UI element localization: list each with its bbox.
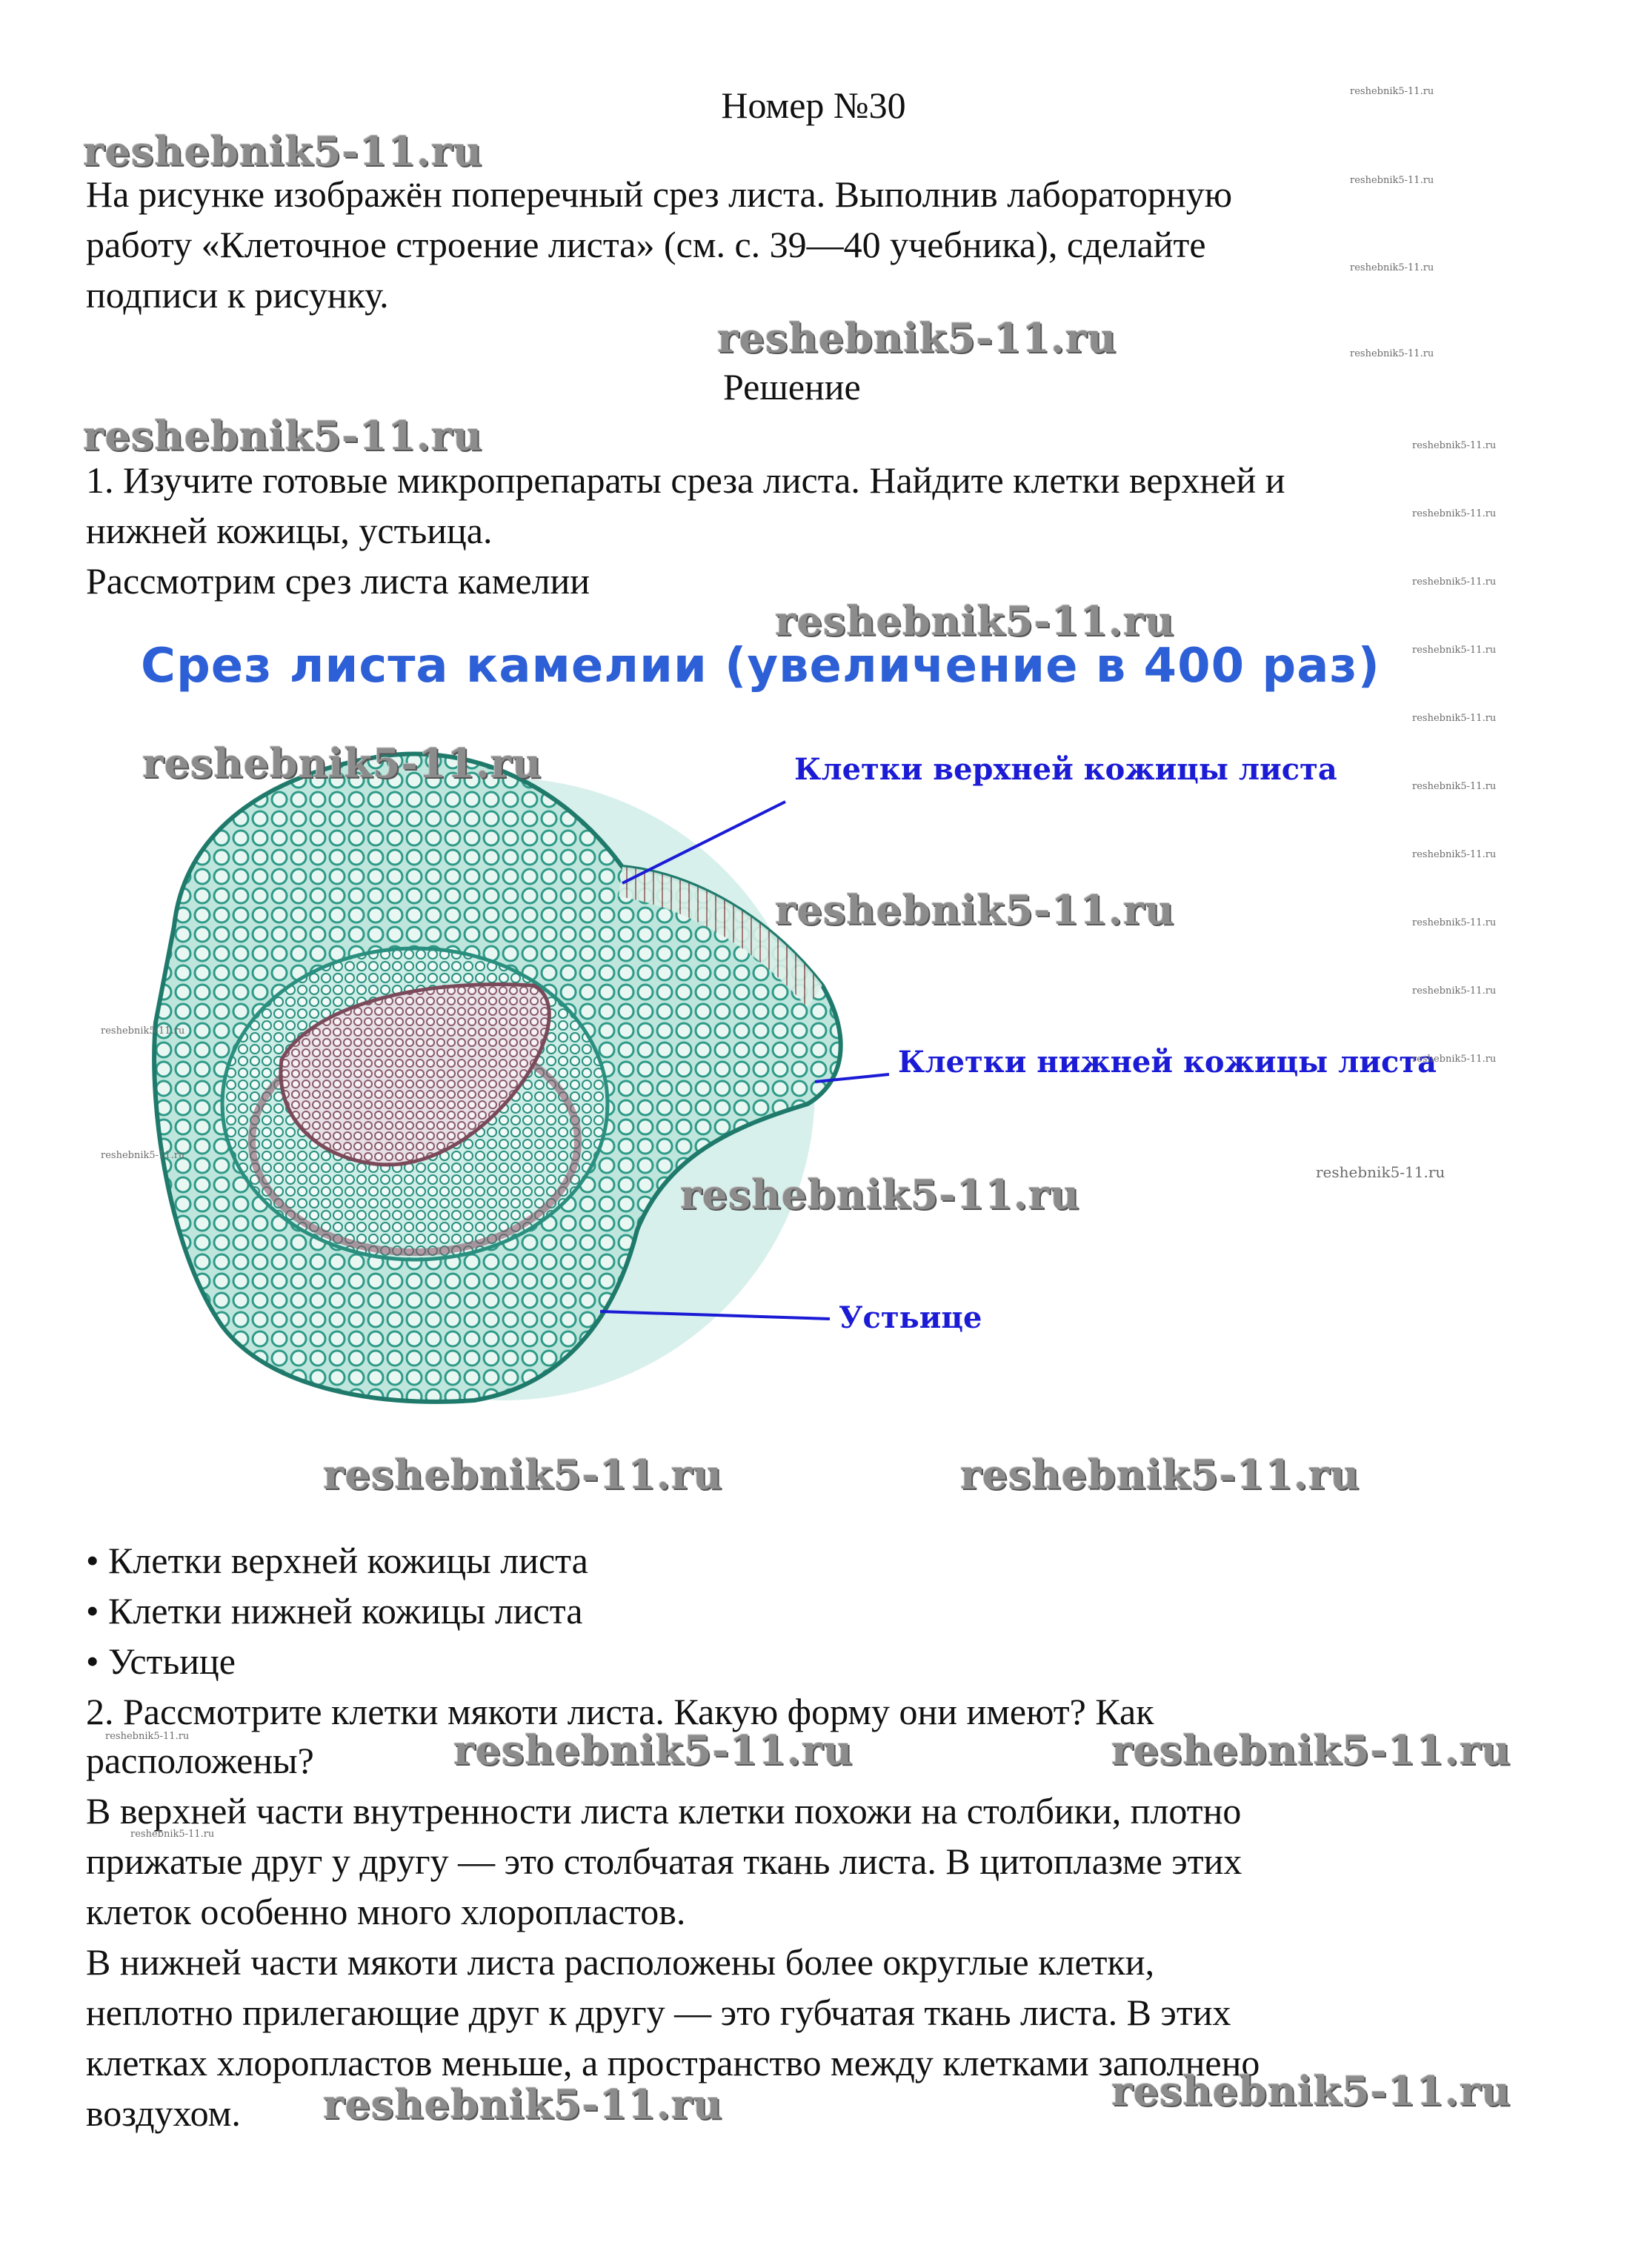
- step1-line-3: Рассмотрим срез листа камелии: [86, 560, 590, 602]
- watermark: reshebnik5-11.ru: [83, 412, 483, 459]
- step1-line-2: нижней кожицы, устьица.: [86, 510, 493, 551]
- task-line-3: подписи к рисунку.: [86, 274, 389, 316]
- watermark-small: reshebnik5-11.ru: [1350, 86, 1434, 97]
- watermark: reshebnik5-11.ru: [680, 1171, 1080, 1218]
- bullet-upper: • Клетки верхней кожицы листа: [86, 1540, 588, 1581]
- task-line-2: работу «Клеточное строение листа» (см. с. 39—40 учебника), сделайте: [86, 224, 1206, 265]
- watermark-small: reshebnik5-11.ru: [1412, 713, 1497, 724]
- watermark-small: reshebnik5-11.ru: [1350, 262, 1434, 273]
- watermark-small: reshebnik5-11.ru: [1412, 440, 1497, 451]
- watermark-small: reshebnik5-11.ru: [1350, 348, 1434, 359]
- watermark: reshebnik5-11.ru: [1111, 2067, 1511, 2115]
- watermark: reshebnik5-11.ru: [323, 1451, 723, 1498]
- watermark: reshebnik5-11.ru: [1111, 1726, 1511, 1774]
- step2-line-1: 2. Рассмотрите клетки мякоти листа. Какую форму они имеют? Как: [86, 1691, 1154, 1732]
- watermark-small: reshebnik5-11.ru: [1412, 645, 1497, 656]
- watermark-small: reshebnik5-11.ru: [105, 1731, 190, 1742]
- watermark-small: reshebnik5-11.ru: [1412, 985, 1497, 997]
- label-lower-epidermis: Клетки нижней кожицы листа: [898, 1045, 1437, 1080]
- bullet-stoma: • Устьице: [86, 1640, 236, 1682]
- answer-line-5: неплотно прилегающие друг к другу — это губчатая ткань листа. В этих: [86, 1992, 1231, 2033]
- bullet-lower: • Клетки нижней кожицы листа: [86, 1590, 583, 1632]
- answer-line-6: клетках хлоропластов меньше, а пространство между клетками заполнено: [86, 2042, 1260, 2084]
- watermark-small: reshebnik5-11.ru: [1412, 1054, 1497, 1065]
- watermark: reshebnik5-11.ru: [83, 127, 483, 175]
- answer-line-2: прижатые друг у другу — это столбчатая ткань листа. В цитоплазме этих: [86, 1840, 1242, 1882]
- watermark-small: reshebnik5-11.ru: [101, 1150, 185, 1161]
- watermark: reshebnik5-11.ru: [960, 1451, 1360, 1498]
- label-stoma: Устьице: [839, 1300, 982, 1335]
- answer-line-7: воздухом.: [86, 2092, 241, 2134]
- answer-line-1: В верхней части внутренности листа клетки похожи на столбики, плотно: [86, 1790, 1242, 1832]
- watermark: reshebnik5-11.ru: [775, 597, 1175, 645]
- watermark: reshebnik5-11.ru: [323, 2081, 723, 2128]
- watermark-small: reshebnik5-11.ru: [1412, 781, 1497, 792]
- watermark-small: reshebnik5-11.ru: [1412, 508, 1497, 519]
- task-line-1: На рисунке изображён поперечный срез листа. Выполнив лабораторную: [86, 173, 1233, 215]
- step1-line-1: 1. Изучите готовые микропрепараты среза листа. Найдите клетки верхней и: [86, 459, 1285, 501]
- watermark: reshebnik5-11.ru: [775, 886, 1175, 934]
- watermark: reshebnik5-11.ru: [717, 314, 1117, 362]
- watermark-small: reshebnik5-11.ru: [101, 1025, 185, 1037]
- watermark-small: reshebnik5-11.ru: [1412, 576, 1497, 588]
- answer-line-4: В нижней части мякоти листа расположены более округлые клетки,: [86, 1941, 1155, 1983]
- watermark-small: reshebnik5-11.ru: [1412, 917, 1497, 928]
- watermark-small: reshebnik5-11.ru: [1350, 175, 1434, 186]
- watermark-small: reshebnik5-11.ru: [1316, 1163, 1445, 1181]
- figure-title: Срез листа камелии (увеличение в 400 раз): [141, 639, 1380, 694]
- label-upper-epidermis: Клетки верхней кожицы листа: [794, 752, 1337, 787]
- watermark: reshebnik5-11.ru: [453, 1726, 854, 1774]
- watermark-small: reshebnik5-11.ru: [130, 1829, 215, 1840]
- watermark: reshebnik5-11.ru: [142, 739, 542, 787]
- solution-heading: Решение: [723, 366, 861, 408]
- answer-line-3: клеток особенно много хлоропластов.: [86, 1891, 686, 1932]
- watermark-small: reshebnik5-11.ru: [1412, 849, 1497, 860]
- step2-line-2: расположены?: [86, 1740, 314, 1781]
- page-heading: Номер №30: [721, 84, 906, 126]
